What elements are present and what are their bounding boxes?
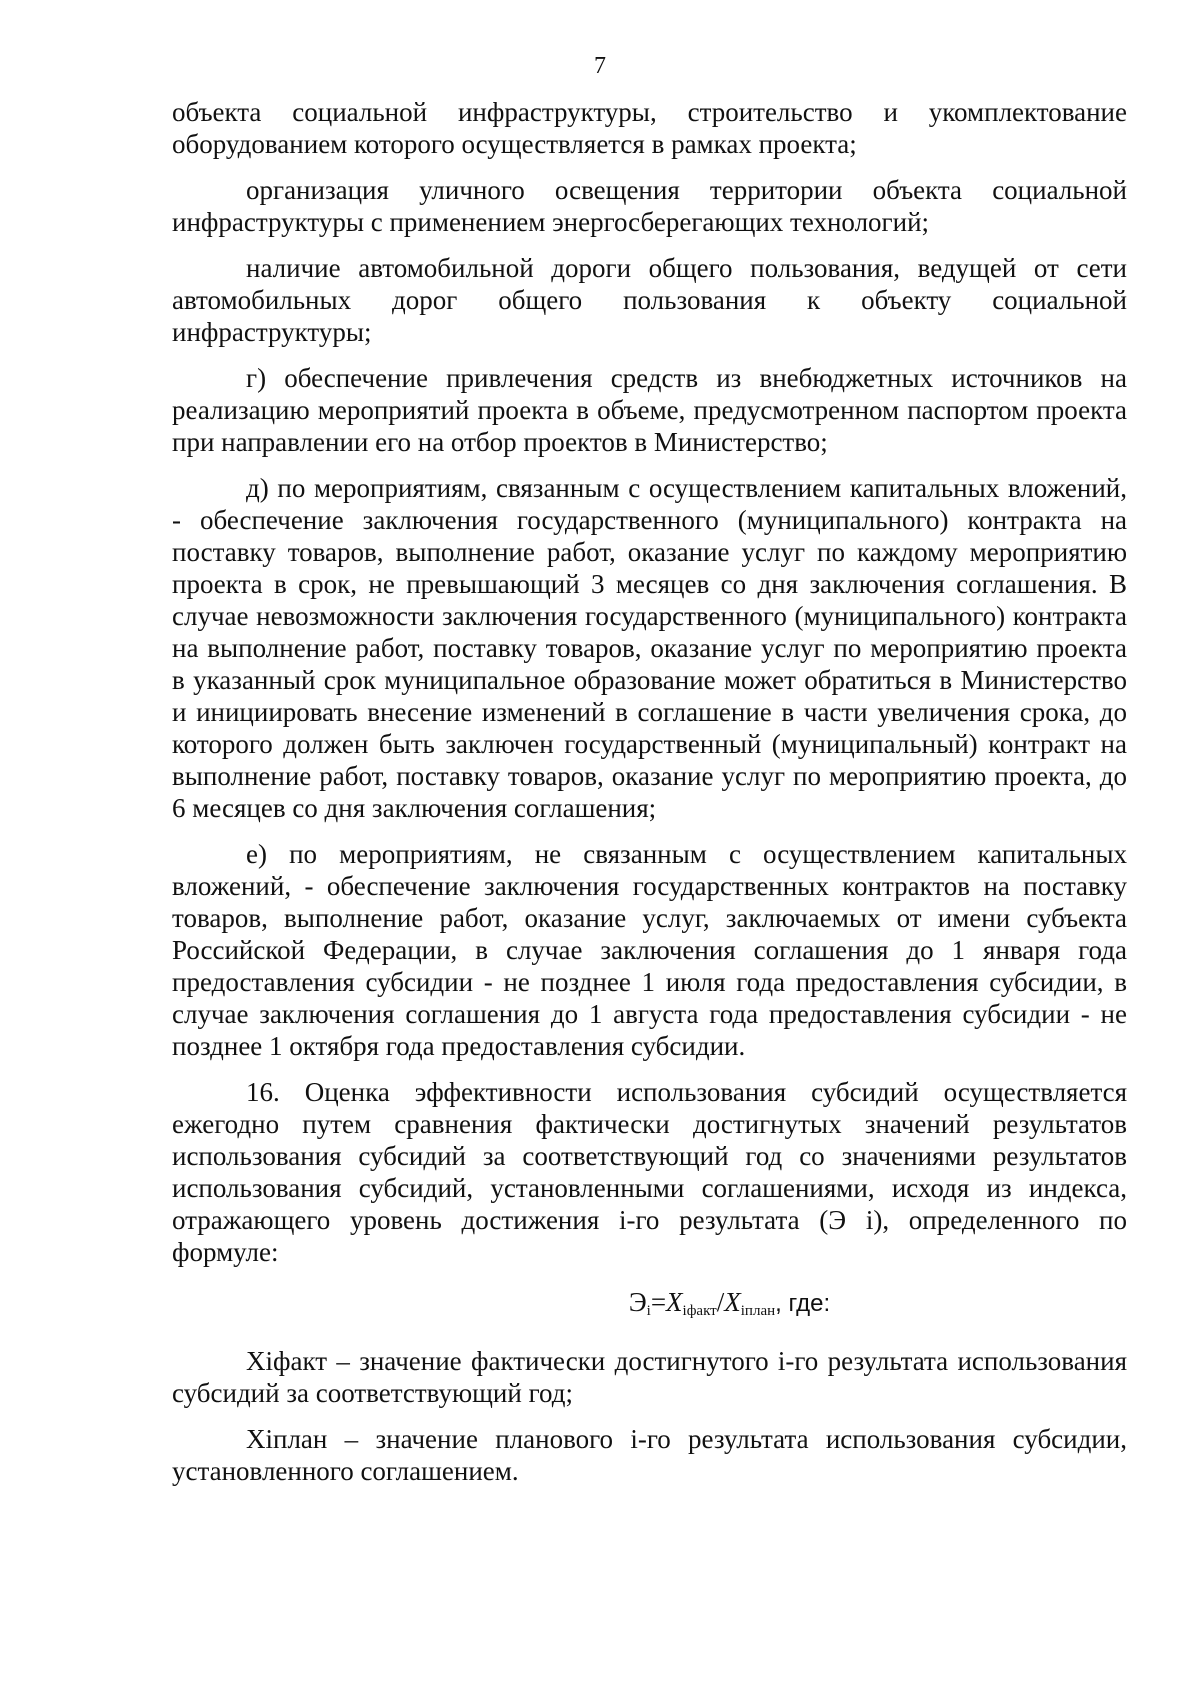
formula-slash: / <box>716 1287 725 1317</box>
formula-x-plan-subscript: iплан <box>740 1303 776 1319</box>
definition-x-actual: Xiфакт – значение фактически достигнутого i-го результата использования субсидий за соответствующий год; <box>172 1346 1127 1408</box>
paragraph-section-16: 16. Оценка эффективности использования субсидий осуществляется ежегодно путем сравнения фактически достигнутых значений результатов использования субсидий за соответствующий год со значениями результатов использования субсидий, установленными соглашениями, исходя из индекса, отражающего уровень достижения i-го результата (Э i), определенного по формуле: <box>172 1077 1127 1267</box>
paragraph-item-g: г) обеспечение привлечения средств из внебюджетных источников на реализацию мероприятий проекта в объеме, предусмотренном паспортом проекта при направлении его на отбор проектов в Министерство; <box>172 363 1127 457</box>
paragraph-object-infrastructure: объекта социальной инфраструктуры, строительство и укомплектование оборудованием которого осуществляется в рамках проекта; <box>172 97 1127 159</box>
formula-x-plan: X <box>724 1287 741 1317</box>
efficiency-formula <box>332 1286 1127 1327</box>
page-number: 7 <box>594 53 606 79</box>
paragraph-street-lighting: организация уличного освещения территории объекта социальной инфраструктуры с применением энергосберегающих технологий; <box>172 175 1127 237</box>
document-body <box>172 96 1127 1501</box>
formula-x-actual: X <box>666 1287 683 1317</box>
formula-equals: = <box>650 1287 667 1317</box>
formula-tail: , где: <box>775 1290 831 1317</box>
definition-x-plan: Xiплан – значение планового i-го результата использования субсидии, установленного соглашением. <box>172 1424 1127 1486</box>
paragraph-road-access: наличие автомобильной дороги общего пользования, ведущей от сети автомобильных дорог общего пользования к объекту социальной инфраструктуры; <box>172 253 1127 347</box>
formula-lhs-subscript: i <box>646 1303 651 1319</box>
formula-lhs: Э <box>628 1287 647 1317</box>
paragraph-item-e: е) по мероприятиям, не связанным с осуществлением капитальных вложений, - обеспечение заключения государственных контрактов на поставку товаров, выполнение работ, оказание услуг, заключаемых от имени субъекта Российской Федерации, в случае заключения соглашения до 1 января года предоставления субсидии - не позднее 1 июля года предоставления субсидии, в случае заключения соглашения до 1 августа года предоставления субсидии - не позднее 1 октября года предоставления субсидии. <box>172 839 1127 1061</box>
formula-x-actual-subscript: iфакт <box>682 1303 717 1319</box>
paragraph-item-d: д) по мероприятиям, связанным с осуществлением капитальных вложений, - обеспечение заключения государственного (муниципального) контракта на поставку товаров, выполнение работ, оказание услуг по каждому мероприятию проекта в срок, не превышающий 3 месяцев со дня заключения соглашения. В случае невозможности заключения государственного (муниципального) контракта на выполнение работ, поставку товаров, оказание услуг по мероприятию проекта в указанный срок муниципальное образование может обратиться в Министерство и инициировать внесение изменений в соглашение в части увеличения срока, до которого должен быть заключен государственный (муниципальный) контракт на выполнение работ, поставку товаров, оказание услуг по мероприятию проекта, до 6 месяцев со дня заключения соглашения; <box>172 473 1127 823</box>
